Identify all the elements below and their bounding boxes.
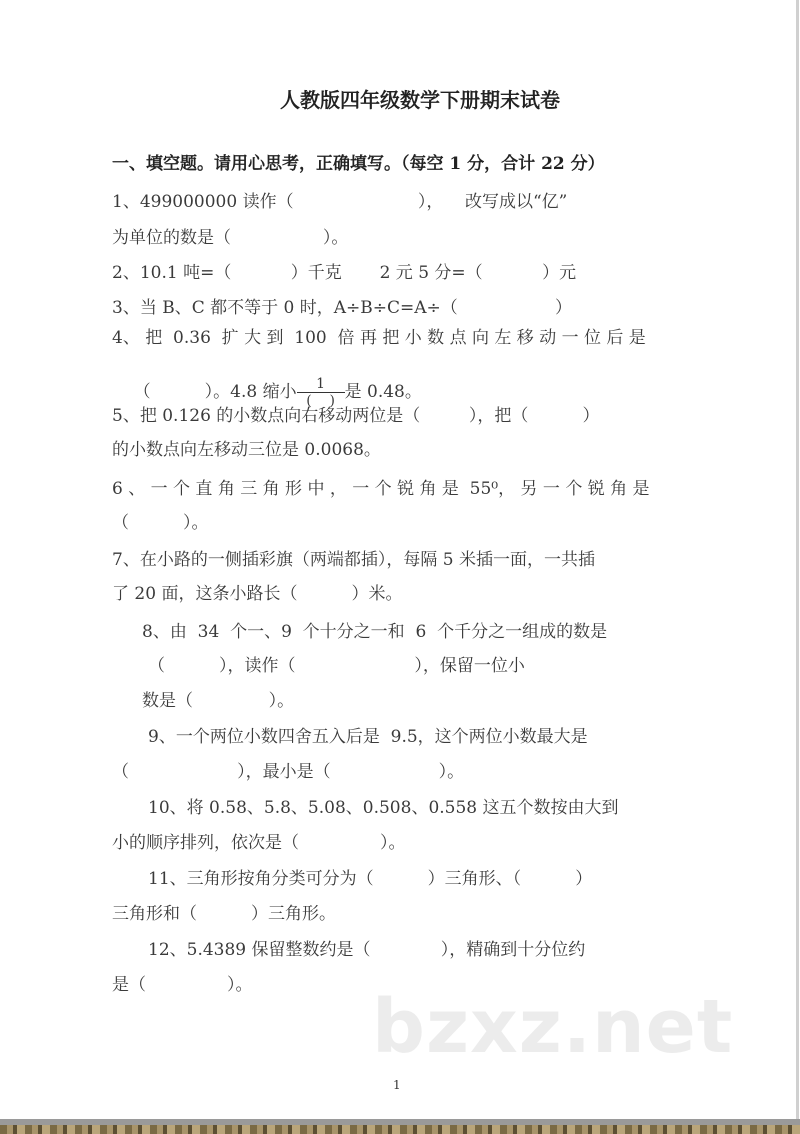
question-5-line-1: 5、把 0.126 的小数点向右移动两位是（ ），把（ ） (112, 406, 600, 426)
question-7-line-2: 了 20 面，这条小路长（ ）米。 (112, 584, 403, 604)
question-8-line-3: 数是（ ）。 (142, 691, 295, 711)
fraction-numerator: 1 (297, 376, 345, 393)
question-10-line-2: 小的顺序排列，依次是（ ）。 (112, 833, 406, 853)
question-6-line-1: 6 、 一 个 直 角 三 角 形 中 ， 一 个 锐 角 是 55⁰， 另 一 个 锐 角 是 (112, 479, 650, 499)
page-number: 1 (393, 1078, 401, 1092)
question-2: 2、10.1 吨=（ ）千克 2 元 5 分=（ ）元 (112, 263, 577, 283)
question-8-line-2: （ ），读作（ ），保留一位小 (148, 656, 525, 676)
question-5-line-2: 的小数点向左移动三位是 0.0068。 (112, 440, 381, 460)
watermark: bzxz.net (372, 984, 734, 1070)
question-8-line-1: 8、由 34 个一、9 个十分之一和 6 个千分之一组成的数是 (142, 622, 608, 642)
section-heading: 一、填空题。请用心思考，正确填写。（每空 1 分，合计 22 分） (112, 154, 605, 174)
page-title: 人教版四年级数学下册期末试卷 (280, 88, 560, 112)
question-7-line-1: 7、在小路的一侧插彩旗（两端都插），每隔 5 米插一面，一共插 (112, 550, 595, 570)
question-11-line-2: 三角形和（ ）三角形。 (112, 904, 337, 924)
question-12-line-2: 是（ ）。 (112, 975, 253, 995)
fraction-denominator: ( ) (306, 393, 335, 409)
question-9-line-1: 9、一个两位小数四舍五入后是 9.5，这个两位小数最大是 (148, 727, 588, 747)
background-strip (0, 1125, 800, 1134)
question-6-line-2: （ ）。 (112, 513, 209, 533)
question-10-line-1: 10、将 0.58、5.8、5.08、0.508、0.558 这五个数按由大到 (148, 798, 619, 818)
question-9-line-2: （ ），最小是（ ）。 (112, 762, 465, 782)
question-1-line-2: 为单位的数是（ ）。 (112, 228, 349, 248)
question-12-line-1: 12、5.4389 保留整数约是（ ），精确到十分位约 (148, 940, 586, 960)
question-4-text-after: 是 0.48。 (344, 382, 422, 402)
question-1-line-1: 1、499000000 读作（ ）， 改写成以“亿” (112, 192, 568, 212)
question-3: 3、当 B、C 都不等于 0 时，A÷B÷C=A÷（ ） (112, 298, 573, 318)
question-11-line-1: 11、三角形按角分类可分为（ ）三角形、（ ） (148, 869, 593, 889)
question-4-text-before: （ ）。4.8 缩小 (133, 382, 297, 402)
question-4-line-1: 4、 把 0.36 扩 大 到 100 倍 再 把 小 数 点 向 左 移 动 一 位 后 是 (112, 328, 646, 348)
